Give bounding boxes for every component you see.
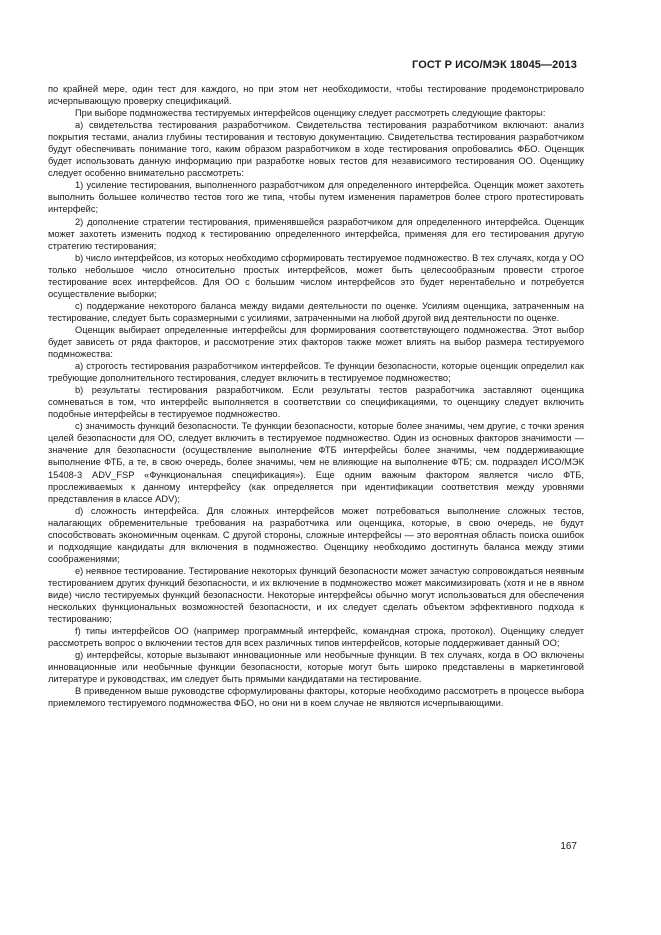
paragraph: а) свидетельства тестирования разработчиком. Свидетельства тестирования разработчиком включают: анализ покрытия тестами, анализ глубины тестирования и тестовую документацию. Свидетельства тестирования разработчиком будут обеспечивать понимание того, каким образом разработчиком в ходе тестирования опробовались ФБО. Оценщик будет использовать данную информацию при разработке новых тестов для независимого тестирования ОО. Оценщику следует особенно внимательно рассмотреть:	[48, 120, 584, 179]
paragraph: При выборе подмножества тестируемых интерфейсов оценщику следует рассмотреть следующие факторы:	[75, 108, 546, 119]
paragraph: по крайней мере, один тест для каждого, но при этом нет необходимости, чтобы тестирование продемонстрировало исчерпывающую проверку спецификаций.	[48, 84, 584, 107]
paragraph: b) результаты тестирования разработчиком. Если результаты тестов разработчика заставляют оценщика сомневаться в том, что интерфейс выполняется в соответствии со спецификациями, то оценщику следует включить подобные интерфейсы в тестируемое подмножество.	[48, 385, 584, 420]
paragraph: g) интерфейсы, которые вызывают инновационные или необычные функции. В тех случаях, когда в ОО включены инновационные или необычные функции безопасности, которые могут быть широко представлены в маркетинговой литературе и руководствах, им следует быть прямыми кандидатами на тестирование.	[48, 650, 584, 685]
paragraph: c) поддержание некоторого баланса между видами деятельности по оценке. Усилиям оценщика, затраченным на тестирование, следует быть соразмерными с усилиями, затраченными на любой другой вид деятельности по оценке.	[48, 300, 584, 323]
paragraph: c) значимость функций безопасности. Те функции безопасности, которые более значимы, чем другие, с точки зрения целей безопасности для ОО, следует включить в тестируемое подмножество. Один из основных факторов значимости — значение для безопасности (осуществление выполнение ФТБ интерфейсы более значимы, чем поддерживающие выполнение ФТБ, а те, в свою очередь, более значимы, чем не влияющие на выполнение ФТБ; см. подраздел ИСО/МЭК 15408-3 ADV_FSP «Функциональная спецификация»). Еще одним важным фактором является число ФТБ, прослеживаемых к данному интерфейсу (как определяется при идентификации соответствия между уровнями представления в классе ADV);	[48, 421, 584, 504]
paragraph: e) неявное тестирование. Тестирование некоторых функций безопасности может зачастую сопровождаться неявным тестированием других функций безопасности, и их включение в подмножество может максимизировать (хотя и не в явном виде) число тестируемых функций безопасности. Некоторые интерфейсы обычно могут использоваться для обеспечения нескольких функциональных возможностей безопасности, и их следует сделать объектом эффективного подхода к тестированию;	[48, 565, 584, 625]
paragraph: 2) дополнение стратегии тестирования, применявшейся разработчиком для определенного интерфейса. Оценщик может захотеть изменить подход к тестированию определенного интерфейса, применяя для его тестирования другую стратегию тестирования;	[48, 216, 584, 251]
standard-header: ГОСТ Р ИСО/МЭК 18045—2013	[412, 59, 577, 71]
paragraph: Оценщик выбирает определенные интерфейсы для формирования соответствующего подмножества. Этот выбор будет зависеть от ряда факторов, и рассмотрение этих факторов также может влиять на выбор размера тестируемого подмножества:	[48, 324, 584, 360]
paragraph: 1) усиление тестирования, выполненного разработчиком для определенного интерфейса. Оценщик может захотеть выполнить большее количество тестов того же типа, чтобы путем изменения параметров более строго протестировать интерфейс;	[48, 180, 584, 215]
page-number: 167	[560, 841, 577, 852]
paragraph: f) типы интерфейсов ОО (например программный интерфейс, командная строка, протокол). Оценщику следует рассмотреть вопрос о включении тестов для всех различных типов интерфейсов, которые поддерживает данный ОО;	[48, 626, 584, 649]
paragraph: а) строгость тестирования разработчиком интерфейсов. Те функции безопасности, которые оценщик определил как требующие дополнительного тестирования, следует включить в тестируемое подмножество;	[48, 361, 584, 384]
paragraph: В приведенном выше руководстве сформулированы факторы, которые необходимо рассмотреть в процессе выбора приемлемого тестируемого подмножества ФБО, но они ни в коем случае не являются исчерпывающими.	[48, 686, 584, 709]
paragraph: d) сложность интерфейса. Для сложных интерфейсов может потребоваться выполнение сложных тестов, налагающих обременительные требования на разработчика или оценщика, которые, в свою очередь, не будут способствовать экономичным оценкам. С другой стороны, сложные интерфейсы — это вероятная область поиска ошибок и подходящие кандидаты для включения в подмножество. Оценщику необходимо достигнуть баланса между этими соображениями;	[48, 505, 584, 564]
body-text	[48, 83, 584, 709]
paragraph: b) число интерфейсов, из которых необходимо сформировать тестируемое подмножество. В тех случаях, когда у ОО только небольшое число относительно простых интерфейсов, может быть целесообразным провести строгое тестирование всех интерфейсов. Для ОО с большим числом интерфейсов это будет нерентабельно и потребуется осуществление выборки;	[48, 252, 584, 299]
